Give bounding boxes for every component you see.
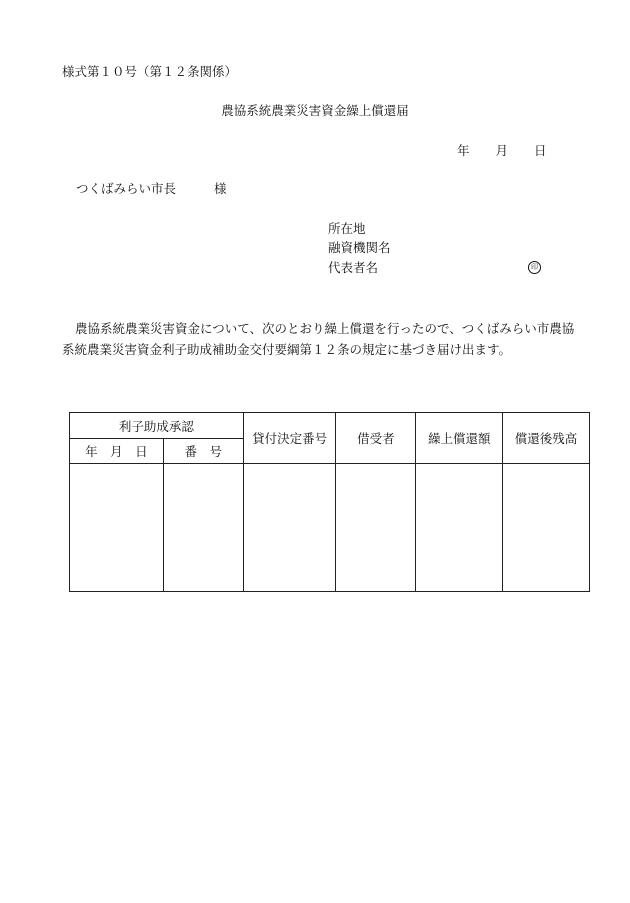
address-label: 所在地 [328,221,366,236]
loan-decision-number-header: 貸付決定番号 [243,413,336,464]
date-line [457,143,547,159]
remaining-balance-cell[interactable] [503,464,590,592]
representative-label: 代表者名 [328,260,379,275]
approval-number-header: 番 号 [163,439,243,464]
report-table [69,412,590,592]
form-number: 様式第１０号（第１２条関係） [62,64,238,79]
date-day: 日 [534,143,547,158]
addressee [76,181,227,197]
institution-label: 融資機関名 [328,240,391,255]
early-repayment-amount-header: 繰上償還額 [416,413,503,464]
borrower-header: 借受者 [336,413,416,464]
document-title: 農協系統農業災害資金繰上償還届 [221,103,409,118]
date-year: 年 [457,143,470,158]
remaining-balance-header: 償還後残高 [503,413,590,464]
interest-subsidy-approval-header: 利子助成承認 [70,413,244,439]
loan-decision-number-cell[interactable] [243,464,336,592]
approval-date-cell[interactable] [70,464,164,592]
date-month: 月 [495,143,509,158]
approval-number-cell[interactable] [163,464,243,592]
addressee-name: つくばみらい市長 [76,181,177,196]
early-repayment-amount-cell[interactable] [416,464,503,592]
approval-date-header: 年 月 日 [70,439,164,464]
body-text: 農協系統農業災害資金について、次のとおり繰上償還を行ったので、つくばみらい市農協系統農業災害資金利子助成補助金交付要綱第１２条の規定に基づき届け出ます。 [62,321,575,357]
addressee-honorific: 様 [214,181,227,196]
table-row [70,464,590,592]
seal-mark: 印 [528,261,541,274]
borrower-cell[interactable] [336,464,416,592]
